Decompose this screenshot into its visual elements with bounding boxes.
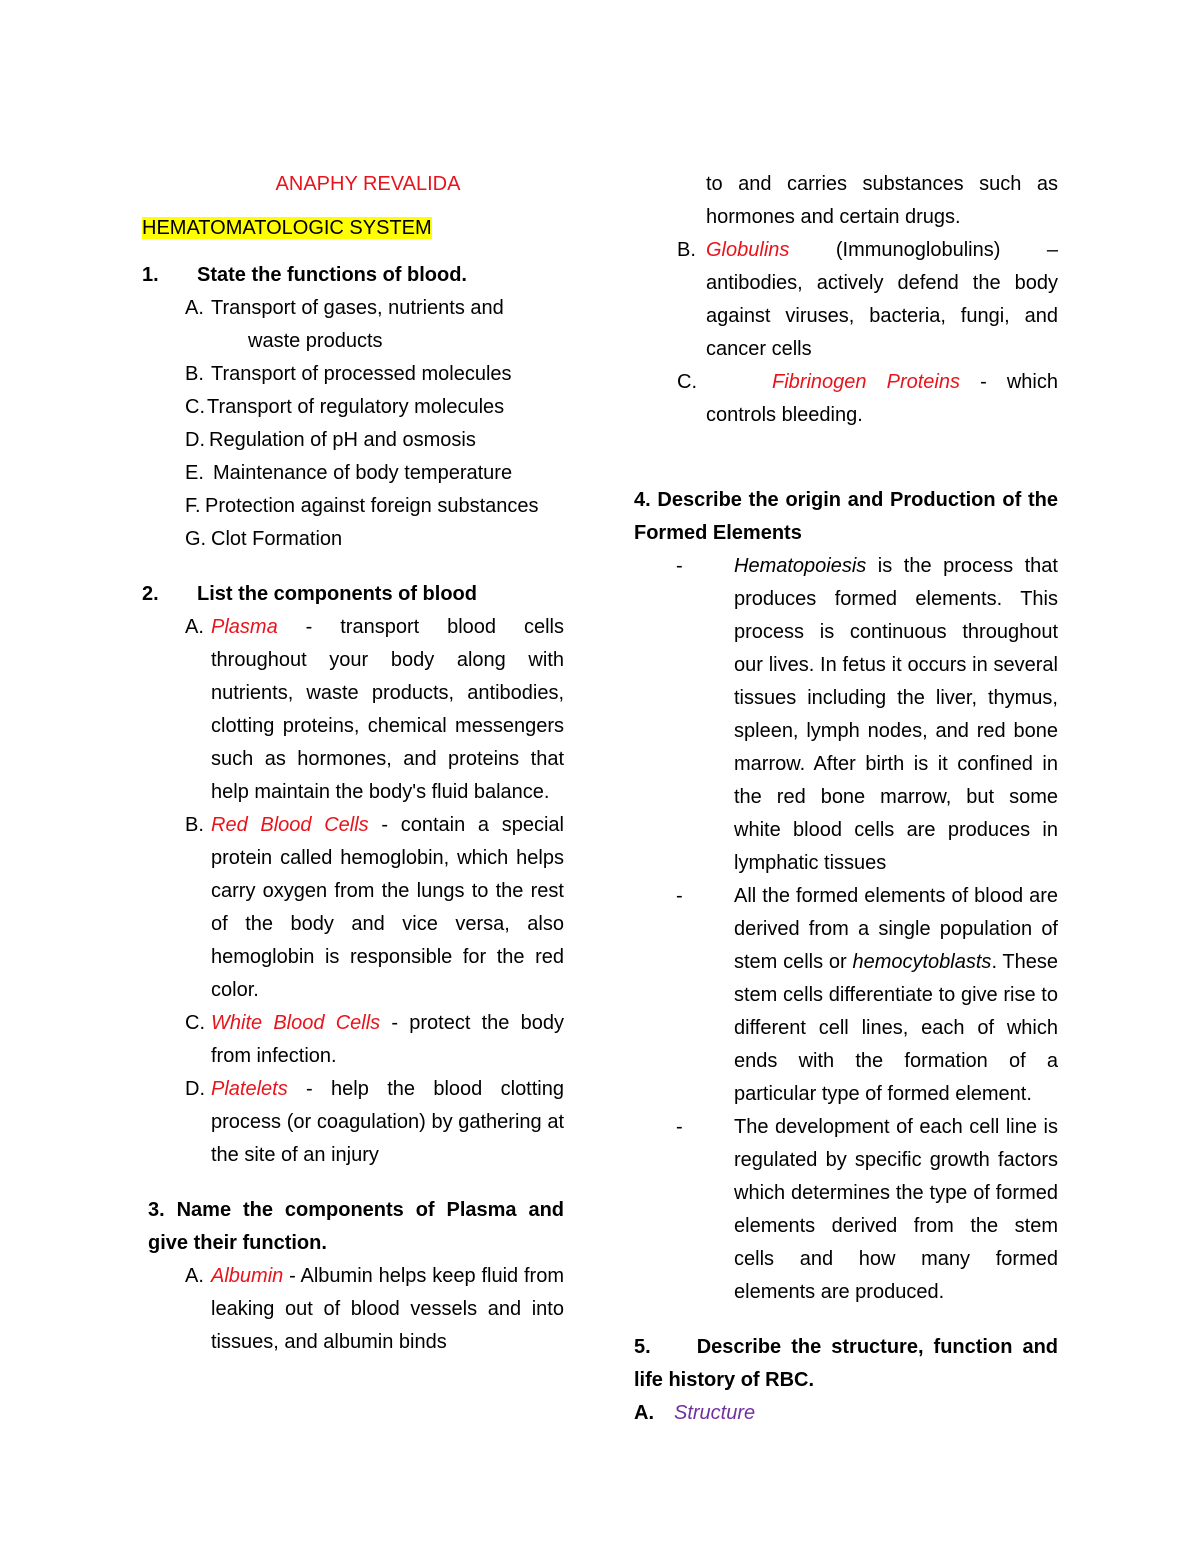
q2-item-a [185,611,564,809]
q1-item-f [185,490,564,523]
q4-bullet-3 [672,1111,1058,1309]
q1-item-f-marker: F. [185,495,201,517]
q3-item-c-marker: C. [677,371,697,393]
q1-item-a-continuation: waste products [248,330,383,352]
q2-item-b-term: Red Blood Cells [211,814,369,836]
q4-bullet-1-text: is the process that produces formed elements. This process is continuous throughout our lives. In fetus it occurs in several tissues including the liver, thymus, spleen, lymph nodes, and red bone marrow. After birth is it confined in the red bone marrow, but some white blood cells are produces in lymphatic tissues [734,555,1058,874]
q1-item-g-text: Clot Formation [211,528,343,550]
q2-item-a-marker: A. [185,616,204,638]
q5-item-a-term: Structure [674,1402,756,1424]
q4-bullet-3-text: The development of each cell line is regulated by specific growth factors which determines the type of formed elements derived from the stem cells and how many formed elements are produced. [734,1116,1058,1303]
q3-item-b-term: Globulins [706,239,790,261]
question-3: 3. Name the components of Plasma and give their function. [148,1199,564,1254]
q3-item-c [677,366,1058,432]
q1-item-a [185,292,564,325]
q3-item-b [677,234,1058,366]
q3-item-c-term: Fibrinogen Proteins [772,371,960,393]
q3-item-a-text-right: to and carries substances such as hormones and certain drugs. [706,173,1058,228]
q1-item-e-text: Maintenance of body temperature [213,462,513,484]
q3-item-a-text-left: - Albumin helps keep fluid from leaking out of blood vessels and into tissues, and albumin binds [211,1265,564,1353]
q1-item-c [185,391,564,424]
right-column [634,168,1058,1430]
q3-item-a-term: Albumin [211,1265,284,1287]
q2-item-b-marker: B. [185,814,204,836]
left-column [142,168,564,1359]
q2-item-a-text: - transport blood cells throughout your body along with nutrients, waste products, antibodies, clotting proteins, chemical messengers such as hormones, and proteins that help maintain the body's fluid balance. [211,616,564,803]
q2-item-b [185,809,564,1007]
q1-item-c-marker: C. [185,396,205,418]
q1-item-e [185,457,564,490]
question-5-text: Describe the structure, function and life history of RBC. [634,1336,1058,1391]
q2-item-c-term: White Blood Cells [211,1012,381,1034]
q1-item-d [185,424,564,457]
q4-bullet-2-marker: - [676,885,683,907]
q1-item-a-marker: A. [185,297,204,319]
question-4: 4. Describe the origin and Production of the Formed Elements [634,489,1058,544]
q1-item-b [185,358,564,391]
question-2-number: 2. [142,583,159,605]
q3-item-b-text: (Immunoglobulins) – antibodies, actively defend the body against viruses, bacteria, fungi, and cancer cells [706,239,1058,360]
q1-item-a-text: Transport of gases, nutrients and [211,297,504,319]
q1-item-f-text: Protection against foreign substances [205,495,539,517]
q4-bullet-2-text: . These stem cells differentiate to give rise to different cell lines, each of which ends with the formation of a particular type of formed element. [734,951,1058,1105]
q4-bullet-3-marker: - [676,1116,683,1138]
section-title: HEMATOMATOLOGIC SYSTEM [142,217,432,239]
question-2 [142,578,564,611]
q1-item-e-marker: E. [185,462,204,484]
q2-item-d [185,1073,564,1172]
q3-item-a-marker: A. [185,1265,204,1287]
q3-item-a-continuation [706,168,1058,234]
q2-item-a-term: Plasma [211,616,278,638]
q4-bullet-1-term: Hematopoiesis [734,555,867,577]
q2-item-c [185,1007,564,1073]
q2-item-d-text: - help the blood clotting process (or coagulation) by gathering at the site of an injury [211,1078,564,1166]
q4-bullet-1 [672,550,1058,880]
q1-item-d-text: Regulation of pH and osmosis [209,429,476,451]
q2-item-b-text: - contain a special protein called hemoglobin, which helps carry oxygen from the lungs to the rest of the body and vice versa, also hemoglobin is responsible for the red color. [211,814,564,1001]
q1-item-d-marker: D. [185,429,205,451]
q1-item-b-text: Transport of processed molecules [211,363,512,385]
question-5 [634,1331,1058,1397]
q1-item-g-marker: G. [185,528,207,550]
q1-item-c-text: Transport of regulatory molecules [207,396,505,418]
question-1 [142,259,564,292]
q4-bullet-2-pre: All the formed elements of blood are derived from a single population of stem cells or [734,885,1058,973]
q5-item-a-marker: A. [634,1402,654,1424]
q3-item-c-text: - which controls bleeding. [706,371,1058,426]
question-1-number: 1. [142,264,159,286]
question-1-text: State the functions of blood. [197,264,467,286]
q3-item-a [185,1260,564,1359]
q2-item-c-marker: C. [185,1012,205,1034]
section-title-wrap [142,212,564,245]
q2-item-c-text: - protect the body from infection. [211,1012,565,1067]
q5-item-a [634,1397,1058,1430]
q1-item-g [185,523,564,556]
question-5-number: 5. [634,1336,651,1358]
question-2-text: List the components of blood [197,583,477,605]
q4-bullet-1-marker: - [676,555,683,577]
q2-item-d-marker: D. [185,1078,205,1100]
q4-bullet-2-term: hemocytoblasts [852,951,992,973]
q1-item-b-marker: B. [185,363,204,385]
q2-item-d-term: Platelets [211,1078,288,1100]
q3-item-b-marker: B. [677,239,696,261]
document-title: ANAPHY REVALIDA [275,173,461,195]
q4-bullet-2 [672,880,1058,1111]
